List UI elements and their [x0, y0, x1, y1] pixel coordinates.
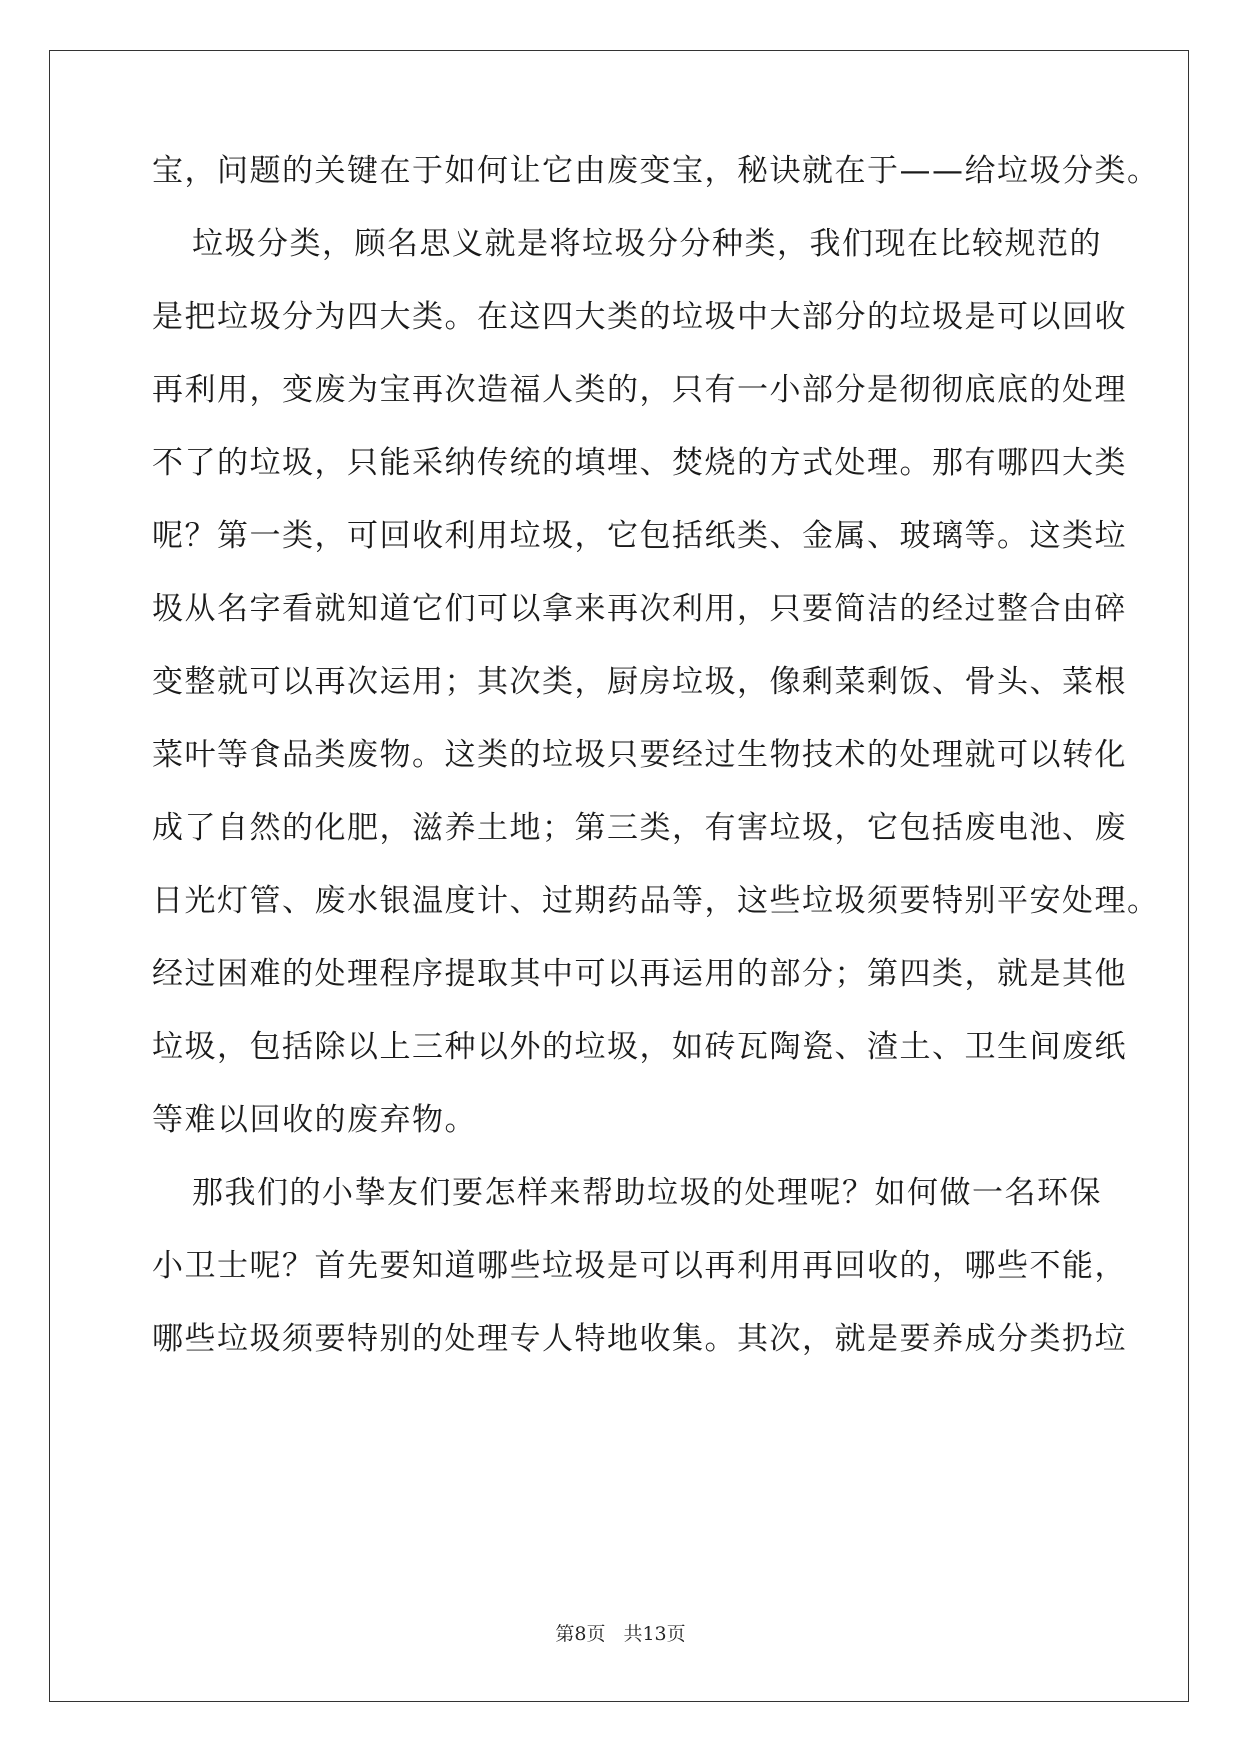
- page-number: 第8页: [555, 1623, 606, 1645]
- text-line: 呢？第一类，可回收利用垃圾，它包括纸类、金属、玻璃等。这类垃: [152, 518, 1127, 554]
- text-line: 哪些垃圾须要特别的处理专人特地收集。其次，就是要养成分类扔垃: [152, 1321, 1127, 1357]
- text-line: 垃圾，包括除以上三种以外的垃圾，如砖瓦陶瓷、渣土、卫生间废纸: [152, 1029, 1127, 1065]
- text-line: 日光灯管、废水银温度计、过期药品等，这些垃圾须要特别平安处理。: [152, 883, 1160, 919]
- page-footer: [0, 1622, 1241, 1646]
- text-line: 宝，问题的关键在于如何让它由废变宝，秘诀就在于——给垃圾分类。: [152, 153, 1160, 189]
- text-line: 等难以回收的废弃物。: [152, 1102, 477, 1138]
- text-line: 小卫士呢？首先要知道哪些垃圾是可以再利用再回收的，哪些不能，: [152, 1248, 1127, 1284]
- text-line: 经过困难的处理程序提取其中可以再运用的部分；第四类，就是其他: [152, 956, 1127, 992]
- page-total: 共13页: [623, 1623, 686, 1645]
- text-line: 垃圾分类，顾名思义就是将垃圾分分种类，我们现在比较规范的: [192, 226, 1102, 262]
- text-line: 那我们的小挚友们要怎样来帮助垃圾的处理呢？如何做一名环保: [192, 1175, 1102, 1211]
- text-line: 菜叶等食品类废物。这类的垃圾只要经过生物技术的处理就可以转化: [152, 737, 1127, 773]
- text-line: 成了自然的化肥，滋养土地；第三类，有害垃圾，它包括废电池、废: [152, 810, 1127, 846]
- text-line: 是把垃圾分为四大类。在这四大类的垃圾中大部分的垃圾是可以回收: [152, 299, 1127, 335]
- text-line: 不了的垃圾，只能采纳传统的填埋、焚烧的方式处理。那有哪四大类: [152, 445, 1127, 481]
- text-line: 变整就可以再次运用；其次类，厨房垃圾，像剩菜剩饭、骨头、菜根: [152, 664, 1127, 700]
- text-line: 再利用，变废为宝再次造福人类的，只有一小部分是彻彻底底的处理: [152, 372, 1127, 408]
- text-line: 圾从名字看就知道它们可以拿来再次利用，只要简洁的经过整合由碎: [152, 591, 1127, 627]
